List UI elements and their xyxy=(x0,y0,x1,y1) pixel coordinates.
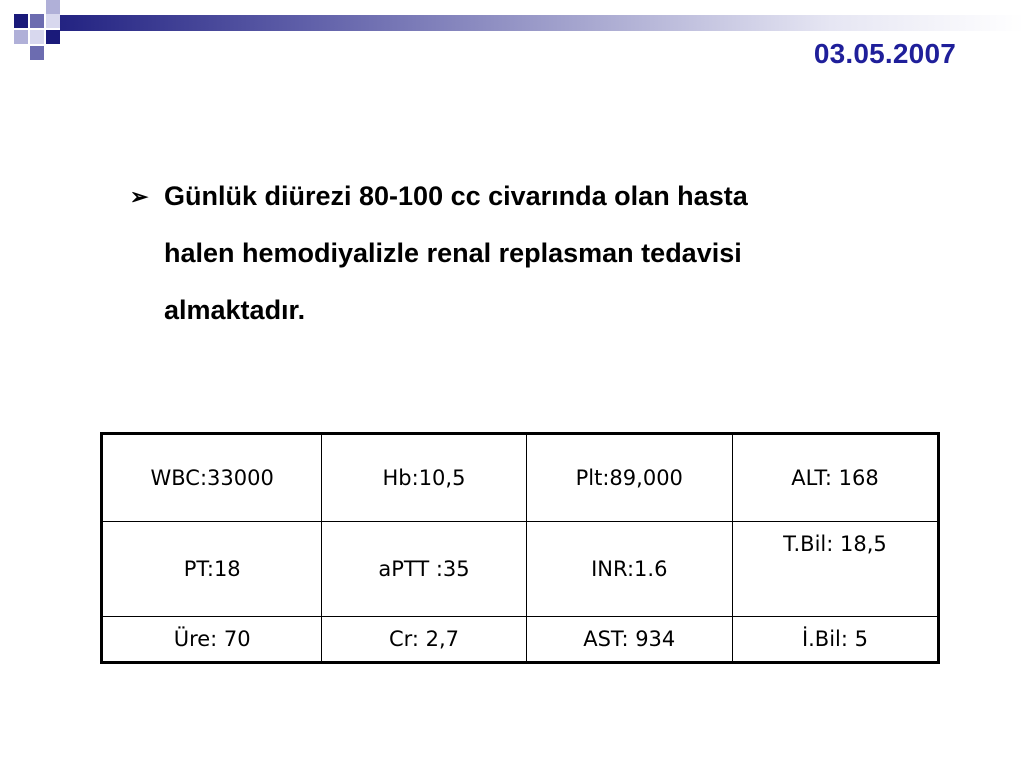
table-cell: Hb:10,5 xyxy=(322,434,526,522)
deco-square xyxy=(46,0,60,14)
deco-square xyxy=(46,14,60,28)
table-cell: aPTT :35 xyxy=(322,522,526,617)
lab-results-table xyxy=(100,432,940,664)
table-cell: ALT: 168 xyxy=(732,434,938,522)
header-gradient-bar xyxy=(60,15,1024,31)
bullet-text-line-1: Günlük diürezi 80-100 cc civarında olan hasta xyxy=(164,181,748,211)
bullet-line xyxy=(130,282,930,339)
deco-square xyxy=(46,30,60,44)
table-cell: Plt:89,000 xyxy=(526,434,732,522)
deco-square xyxy=(14,14,28,28)
bullet-line xyxy=(130,168,930,225)
bullet-paragraph xyxy=(130,168,930,339)
bullet-line xyxy=(130,225,930,282)
table-cell: WBC:33000 xyxy=(102,434,322,522)
table-cell: Üre: 70 xyxy=(102,617,322,663)
deco-square xyxy=(14,30,28,44)
deco-square xyxy=(30,30,44,44)
bullet-text-line-3: almaktadır. xyxy=(164,295,306,325)
table-cell: PT:18 xyxy=(102,522,322,617)
table-cell: T.Bil: 18,5 xyxy=(732,522,938,617)
table-row xyxy=(102,617,939,663)
table-cell: Cr: 2,7 xyxy=(322,617,526,663)
arrow-bullet-icon: ➢ xyxy=(130,184,149,209)
table-row xyxy=(102,522,939,617)
deco-square xyxy=(30,14,44,28)
table-cell: INR:1.6 xyxy=(526,522,732,617)
table-cell: AST: 934 xyxy=(526,617,732,663)
bullet-text-line-2: halen hemodiyalizle renal replasman tedavisi xyxy=(164,238,742,268)
table-cell: İ.Bil: 5 xyxy=(732,617,938,663)
deco-square xyxy=(30,46,44,60)
slide-date: 03.05.2007 xyxy=(813,38,956,69)
table-row xyxy=(102,434,939,522)
